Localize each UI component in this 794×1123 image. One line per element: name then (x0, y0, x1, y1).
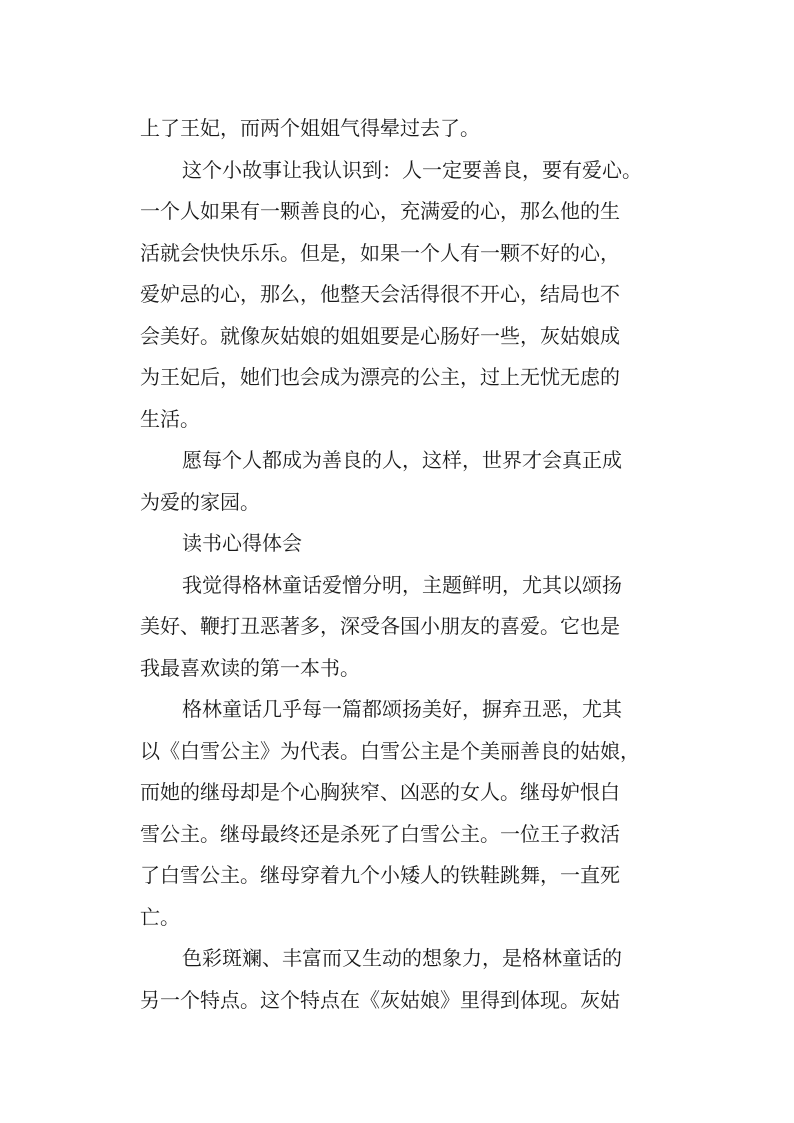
text-line: 我最喜欢读的第一本书。 (140, 655, 360, 680)
section-heading: 读书心得体会 (182, 531, 302, 555)
text-line: 以《白雪公主》为代表。白雪公主是个美丽善良的姑娘， (140, 738, 640, 763)
text-line: 上了王妃，而两个姐姐气得晕过去了。 (140, 116, 480, 140)
text-line: 愿每个人都成为善良的人，这样，世界才会真正成 (182, 448, 622, 472)
text-line: 格林童话几乎每一篇都颂扬美好，摒弃丑恶，尤其 (182, 697, 622, 721)
text-line: 亡。 (140, 904, 180, 929)
text-line: 为爱的家园。 (140, 489, 260, 514)
text-line: 我觉得格林童话爱憎分明，主题鲜明，尤其以颂扬 (182, 572, 622, 597)
text-line: 雪公主。继母最终还是杀死了白雪公主。一位王子救活 (140, 821, 620, 846)
text-line: 活就会快快乐乐。但是，如果一个人有一颗不好的心， (140, 240, 620, 265)
text-line: 一个人如果有一颗善良的心，充满爱的心，那么他的生 (140, 199, 620, 223)
text-line: 会美好。就像灰姑娘的姐姐要是心肠好一些，灰姑娘成 (140, 323, 620, 348)
text-line: 美好、鞭打丑恶著多，深受各国小朋友的喜爱。它也是 (140, 614, 620, 638)
text-line: 为王妃后，她们也会成为漂亮的公主，过上无忧无虑的 (140, 365, 620, 389)
text-line: 色彩斑斓、丰富而又生动的想象力，是格林童话的 (182, 946, 622, 970)
text-line: 了白雪公主。继母穿着九个小矮人的铁鞋跳舞，一直死 (140, 863, 620, 887)
text-line: 这个小故事让我认识到：人一定要善良，要有爱心。 (182, 157, 642, 182)
text-line: 爱妒忌的心，那么，他整天会活得很不开心，结局也不 (140, 282, 620, 306)
text-line: 而她的继母却是个心胸狭窄、凶恶的女人。继母妒恨白 (140, 780, 620, 804)
document-body (140, 108, 680, 1021)
text-line: 生活。 (140, 406, 200, 431)
text-line: 另一个特点。这个特点在《灰姑娘》里得到体现。灰姑 (140, 987, 620, 1012)
